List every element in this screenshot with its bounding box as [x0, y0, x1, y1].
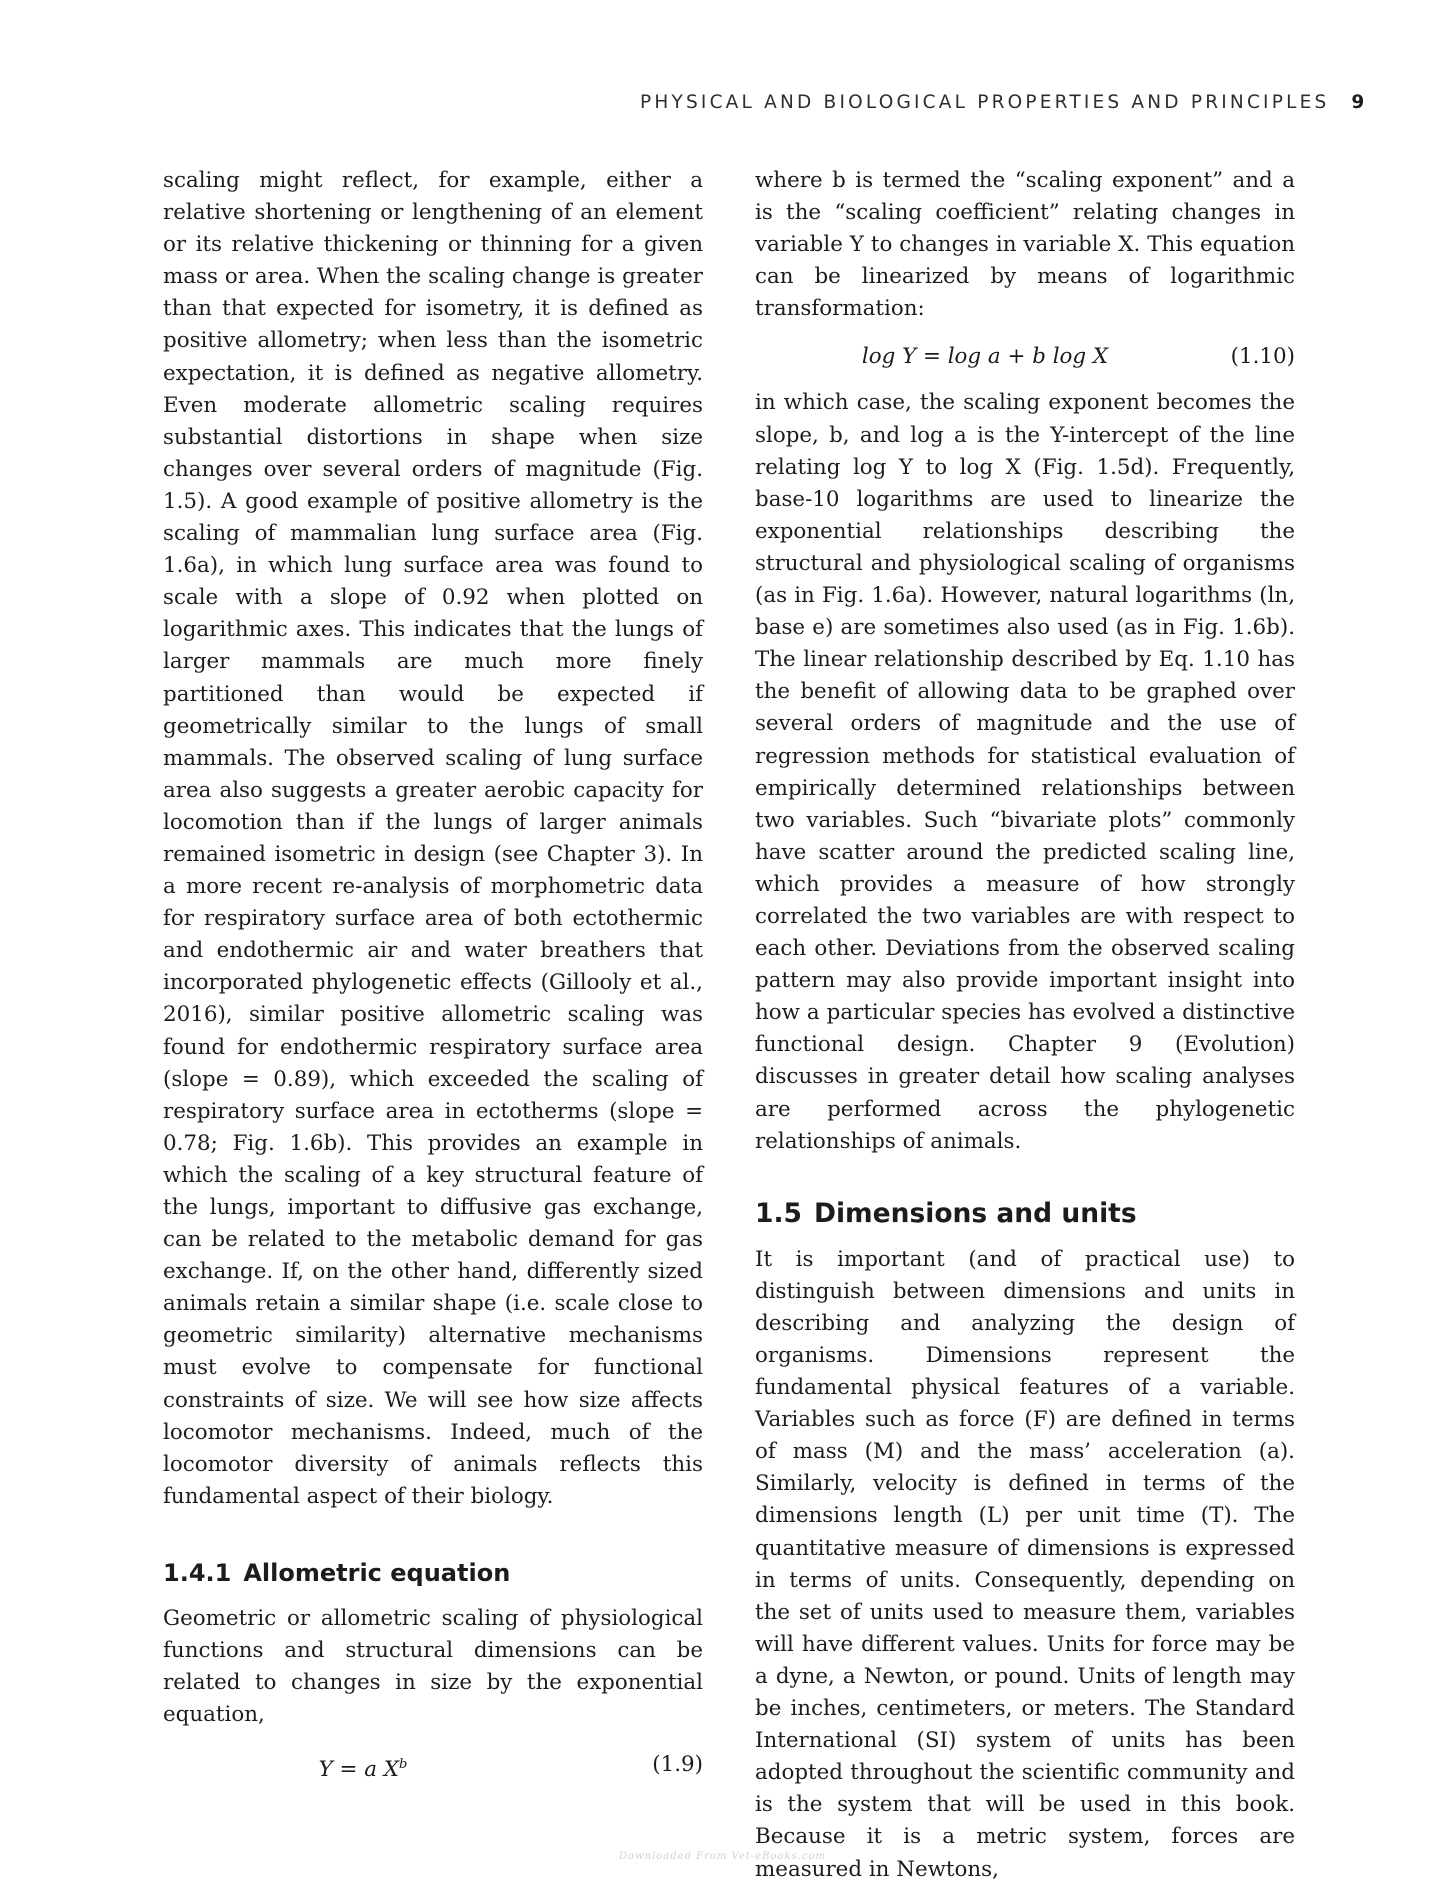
- equation-number: (1.9): [652, 1752, 703, 1778]
- body-paragraph: It is important (and of practical use) to distinguish between dimensions and units in describing and analyzing the design of organisms. Dimensions represent the fundamental physical features of a variable. Variables such as force (F) are defined in terms of mass (M) and the mass’ acceleration (a). Similarly, velocity is defined in terms of the dimensions length (L) per unit time (T). The quantitative measure of dimensions is expressed in terms of units. Consequently, depending on the set of units used to measure them, variables will have different values. Units for force may be a dyne, a Newton, or pound. Units of length may be inches, centimeters, or meters. The Standard International (SI) system of units has been adopted throughout the scientific community and is the system that will be used in this book. Because it is a metric system, forces are measured in Newtons,: [755, 1246, 1295, 1882]
- subsection-number: 1.4.1: [163, 1558, 232, 1587]
- section-title: Dimensions and units: [813, 1197, 1137, 1229]
- equation-1-9: [163, 1749, 703, 1783]
- left-column: [163, 165, 703, 1795]
- right-column: [755, 165, 1295, 1886]
- subsection-heading: [163, 1557, 703, 1589]
- download-watermark: Downloaded From Vet-eBooks.com: [619, 1851, 826, 1862]
- page-number: 9: [1351, 92, 1365, 113]
- running-header: [640, 92, 1365, 113]
- body-paragraph: Geometric or allometric scaling of physiological functions and structural dimensions can be related to changes in size by the exponential equation,: [163, 1605, 703, 1728]
- equation-1-10: [755, 341, 1295, 375]
- running-title: PHYSICAL AND BIOLOGICAL PROPERTIES AND PRINCIPLES: [640, 92, 1330, 113]
- subsection-title: Allometric equation: [243, 1558, 511, 1587]
- body-paragraph: in which case, the scaling exponent becomes the slope, b, and log a is the Y-intercept of the line relating log Y to log X (Fig. 1.5d). Frequently, base-10 logarithms are used to linearize the exponential relationships describing the structural and physiological scaling of organisms (as in Fig. 1.6a). However, natural logarithms (ln, base e) are sometimes also used (as in Fig. 1.6b). The linear relationship described by Eq. 1.10 has the benefit of allowing data to be graphed over several orders of magnitude and the use of regression methods for statistical evaluation of empirically determined relationships between two variables. Such “bivariate plots” commonly have scatter around the predicted scaling line, which provides a measure of how strongly correlated the two variables are with respect to each other. Deviations from the observed scaling pattern may also provide important insight into how a particular species has evolved a distinctive functional design. Chapter 9 (Evolution) discusses in greater detail how scaling analyses are performed across the phylogenetic relationships of animals.: [755, 390, 1295, 1154]
- body-paragraph: scaling might reflect, for example, either a relative shortening or lengthening of an element or its relative thickening or thinning for a given mass or area. When the scaling change is greater than that expected for isometry, it is defined as positive allometry; when less than the isometric expectation, it is defined as negative allometry. Even moderate allometric scaling requires substantial distortions in shape when size changes over several orders of magnitude (Fig. 1.5). A good example of positive allometry is the scaling of mammalian lung surface area (Fig. 1.6a), in which lung surface area was found to scale with a slope of 0.92 when plotted on logarithmic axes. This indicates that the lungs of larger mammals are much more finely partitioned than would be expected if geometrically similar to the lungs of small mammals. The observed scaling of lung surface area also suggests a greater aerobic capacity for locomotion than if the lungs of larger animals remained isometric in design (see Chapter 3). In a more recent re-analysis of morphometric data for respiratory surface area of both ectothermic and endothermic air and water breathers that incorporated phylogenetic effects (Gillooly et al., 2016), similar positive allometric scaling was found for endothermic respiratory surface area (slope = 0.89), which exceeded the scaling of respiratory surface area in ectotherms (slope = 0.78; Fig. 1.6b). This provides an example in which the scaling of a key structural feature of the lungs, important to diffusive gas exchange, can be related to the metabolic demand for gas exchange. If, on the other hand, differently sized animals retain a similar shape (i.e. scale close to geometric similarity) alternative mechanisms must evolve to compensate for functional constraints of size. We will see how size affects locomotor mechanisms. Indeed, much of the locomotor diversity of animals reflects this fundamental aspect of their biology.: [163, 168, 703, 1509]
- equation-number: (1.10): [1230, 344, 1295, 370]
- body-paragraph: where b is termed the “scaling exponent” and a is the “scaling coefficient” relating changes in variable Y to changes in variable X. This equation can be linearized by means of logarithmic transformation:: [755, 168, 1295, 322]
- section-heading: [755, 1198, 1295, 1230]
- equation-exponent: b: [399, 1757, 408, 1773]
- equation-expression: log Y = log a + b log X: [861, 344, 1109, 370]
- section-number: 1.5: [755, 1197, 802, 1229]
- equation-expression: Y = a $X^b$: [318, 1757, 408, 1783]
